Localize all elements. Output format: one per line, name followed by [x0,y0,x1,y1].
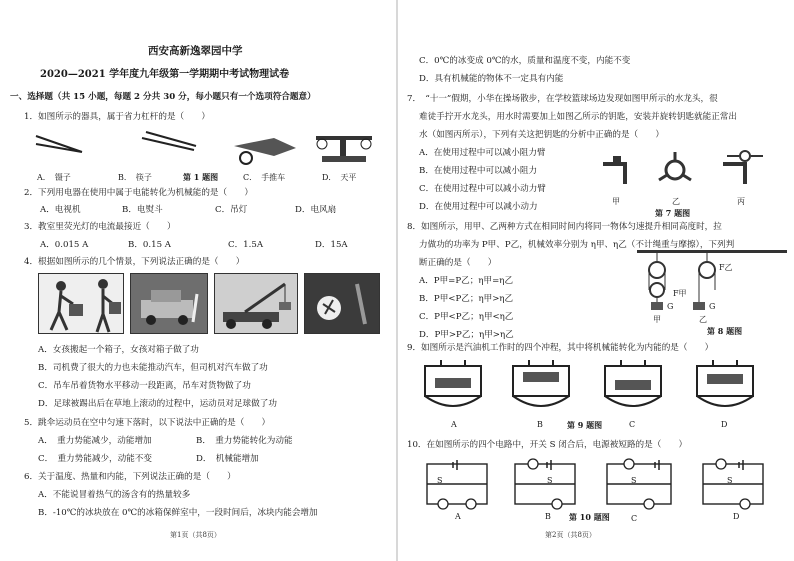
q10-fig-d: D [733,512,740,521]
q9-engine-figure [421,360,771,416]
q4-option-a: A．女孩搬起一个箱子，女孩对箱子做了功 [38,345,199,355]
q1-label-a: A． 镊子 [37,173,71,182]
q7-line-3: 水（如图丙所示），下列有关这把钥匙的分析中正确的是（ ） [419,130,664,140]
q7-option-d: D．在使用过程中可以减小动力 [419,202,538,212]
q7-caption: 第 7 题图 [655,208,691,218]
question-9: 9．如图所示是汽油机工作时的四个冲程，其中将机械能转化为内能的是（ ） [407,343,714,353]
q10-switch-s-c: S [631,476,637,485]
page-right [397,0,794,561]
q10-switch-s-d: S [727,476,733,485]
q4-photo-football [304,273,380,334]
q3-option-b: B．0.15 A [128,240,171,250]
q8-fig-g1: G [667,302,674,311]
q7-option-b: B．在使用过程中可以减小阻力 [419,166,538,176]
q6-option-d: D．具有机械能的物体不一定具有内能 [419,74,564,84]
q7-figure [595,150,785,194]
q10-switch-s-a: S [437,476,443,485]
q1-caption: 第 1 题图 [183,172,219,182]
q4-option-b: B．司机费了很大的力也未能推动汽车，但司机对汽车做了功 [38,363,268,373]
question-3: 3．教室里荧光灯的电流最接近（ ） [24,222,176,232]
q3-option-c: C．1.5A [228,240,264,250]
question-4: 4．根据如图所示的几个情景，下列说法正确的是（ ） [24,257,245,267]
q5-option-d: D． 机械能增加 [196,454,259,464]
q8-fig-jia: 甲 [653,315,661,324]
q7-fig-bing: 丙 [737,197,745,206]
page-footer-left: 第1页（共8页） [170,531,221,539]
q8-fig-fjia: F甲 [673,289,687,298]
q9-fig-a: A [451,420,457,429]
q8-line-1: 8．如图所示，用甲、乙两种方式在相同时间内将同一物体匀速提升相同高度时，拉 [407,222,722,232]
q6-option-a: A．不能说冒着热气的汤含有的热量较多 [38,490,191,500]
q4-option-c: C．吊车吊着货物水平移动一段距离，吊车对货物做了功 [38,381,251,391]
q4-photo-girl-box [38,273,124,334]
q2-option-b: B．电熨斗 [122,205,163,215]
question-10: 10．在如图所示的四个电路中，开关 S 闭合后，电源被短路的是（ ） [407,440,688,450]
section-heading: 一、选择题（共 15 小题，每题 2 分共 30 分，每小题只有一个选项符合题意） [10,92,316,102]
q5-option-b: B． 重力势能转化为动能 [196,436,293,446]
q1-label-d: D． 天平 [322,173,357,182]
q5-option-a: A． 重力势能减少，动能增加 [38,436,152,446]
school-name: 西安高新逸翠园中学 [148,45,243,57]
q4-photo-crane [214,273,298,334]
q10-fig-a: A [455,512,461,521]
q7-option-a: A．在使用过程中可以减小阻力臂 [419,148,546,158]
question-5: 5．跳伞运动员在空中匀速下落时，以下说法中正确的是（ ） [24,418,271,428]
q8-line-2: 力做功的功率为 P甲、P乙，机械效率分别为 η甲、η乙（不计绳重与摩擦），下列判 [419,240,735,250]
q7-option-c: C．在使用过程中可以减小动力臂 [419,184,546,194]
q9-fig-c: C [629,420,636,429]
q4-option-d: D．足球被踢出后在草地上滚动的过程中，运动员对足球做了功 [38,399,277,409]
q7-fig-yi: 乙 [672,197,680,206]
q10-switch-s-b: S [547,476,553,485]
q7-line-2: 难徒手拧开水龙头，用水时需要加上如图乙所示的钥匙，安装并旋转钥匙就能正常出 [419,112,737,122]
q8-option-c: C．P甲<P乙；η甲<η乙 [419,312,514,322]
q3-option-a: A．0.015 A [40,240,89,250]
q8-option-d: D．P甲>P乙；η甲>η乙 [419,330,514,340]
q6-option-c: C．0℃的冰变成 0℃的水，质量和温度不变，内能不变 [419,56,631,66]
q8-option-a: A．P甲=P乙；η甲=η乙 [419,276,514,286]
q1-label-c: C． 手推车 [243,173,286,182]
q5-option-c: C． 重力势能减少，动能不变 [38,454,152,464]
q9-fig-d: D [721,420,728,429]
q10-fig-b: B [545,512,551,521]
q9-fig-b: B [537,420,543,429]
q10-fig-c: C [631,514,638,523]
question-1: 1．如图所示的器具，属于省力杠杆的是（ ） [24,112,210,122]
question-2: 2．下列用电器在使用中属于电能转化为机械能的是（ ） [24,188,253,198]
q6-option-b: B．-10℃的冰块放在 0℃的冰箱保鲜室中，一段时间后，冰块内能会增加 [38,508,318,518]
page-footer-right: 第2页（共8页） [545,531,596,539]
q10-circuit-figure [423,458,773,510]
q8-caption: 第 8 题图 [707,326,743,336]
question-6: 6．关于温度、热量和内能，下列说法正确的是（ ） [24,472,236,482]
q8-option-b: B．P甲<P乙；η甲>η乙 [419,294,514,304]
q9-caption: 第 9 题图 [567,420,603,430]
q8-fig-yi: 乙 [699,315,707,324]
q2-option-a: A．电视机 [40,205,81,215]
q2-option-d: D．电风扇 [295,205,337,215]
q2-option-c: C．吊灯 [215,205,248,215]
exam-title: 2020—2021 学年度九年级第一学期期中考试物理试卷 [40,69,290,80]
q8-fig-fyi: F乙 [719,263,733,272]
q1-figure [34,130,380,166]
q1-label-b: B． 筷子 [118,173,152,182]
q7-line-1: 7． “十一”假期，小华在操场散步，在学校篮球场边发现如图甲所示的水龙头，很 [407,94,718,104]
q4-photo-car-push [130,273,208,334]
q8-fig-g2: G [709,302,716,311]
q8-line-3: 断正确的是（ ） [419,258,497,268]
q7-fig-jia: 甲 [612,197,620,206]
q3-option-d: D．15A [315,240,348,250]
q10-caption: 第 10 题图 [569,512,610,522]
